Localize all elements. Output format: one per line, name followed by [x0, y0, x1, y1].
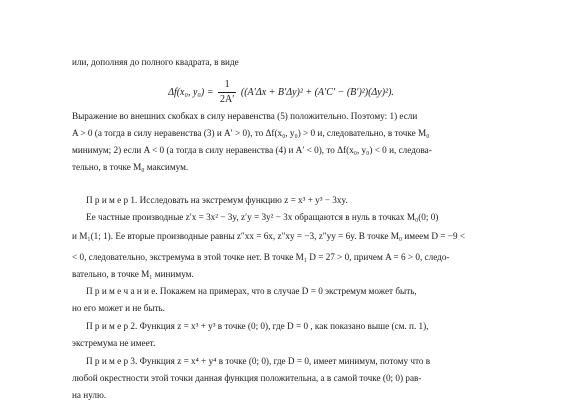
text-line: на нулю.: [72, 390, 107, 400]
text-line: П р и м е р 2. Функция z = x³ + y³ в точке (0; 0), где D = 0 , как показано выше (см. п. 1),: [86, 321, 429, 331]
text-line: A > 0 (а тогда в силу неравенства (3) и A′ > 0), то Δf(x₀, y₀) > 0 и, следовательно, в точке M₀: [72, 128, 430, 138]
text-line: любой окрестности этой точки данная функция положительна, а в самой точке (0; 0) рав-: [72, 373, 422, 383]
formula-lhs: Δf(x₀, y₀) =: [168, 86, 214, 98]
text-line: Ее частные производные z′x = 3x² − 3y, z′y = 3y² − 3x обращаются в нуль в точках M₀(0; 0): [86, 212, 439, 222]
text-line: Выражение во внешних скобках в силу неравенства (5) положительно. Поэтому: 1) если: [72, 111, 418, 121]
text-line: П р и м е ч а н и е. Покажем на примерах, что в случае D = 0 экстремум может быть,: [86, 286, 417, 296]
formula-fraction: [218, 78, 236, 107]
text-line: или, дополняя до полного квадрата, в виде: [72, 57, 239, 67]
text-line: но его может и не быть.: [72, 303, 165, 313]
text-line: П р и м е р 3. Функция z = x⁴ + y⁴ в точке (0; 0), где D = 0, имеет минимум, потому что в: [86, 356, 431, 366]
fraction-numerator: 1: [218, 78, 236, 93]
text-line: и M₁(1; 1). Ее вторые производные равны z″xx = 6x, z″xy = −3, z″yy = 6y. В точке M₀ имеем D = −9 <: [72, 231, 466, 241]
text-line: П р и м е р 1. Исследовать на экстремум функцию z = x³ + y³ − 3xy.: [86, 195, 348, 205]
formula: [0, 78, 562, 107]
formula-rhs: ((A′Δx + B′Δy)² + (A′C′ − (B′)²)(Δy)²).: [240, 86, 394, 98]
text-line: вательно, в точке M₁ минимум.: [72, 269, 194, 279]
text-line: экстремума не имеет.: [72, 338, 156, 348]
text-line: тельно, в точке M₀ максимум.: [72, 162, 189, 172]
text-line: < 0, следовательно, экстремума в этой точке нет. В точке M₁ D = 27 > 0, причем A = 6 > 0, следо-: [72, 252, 450, 262]
text-line: минимум; 2) если A < 0 (а тогда в силу неравенства (4) и A′ < 0), то Δf(x₀, y₀) < 0 и, следова-: [72, 145, 432, 155]
fraction-denominator: 2A′: [219, 94, 235, 105]
